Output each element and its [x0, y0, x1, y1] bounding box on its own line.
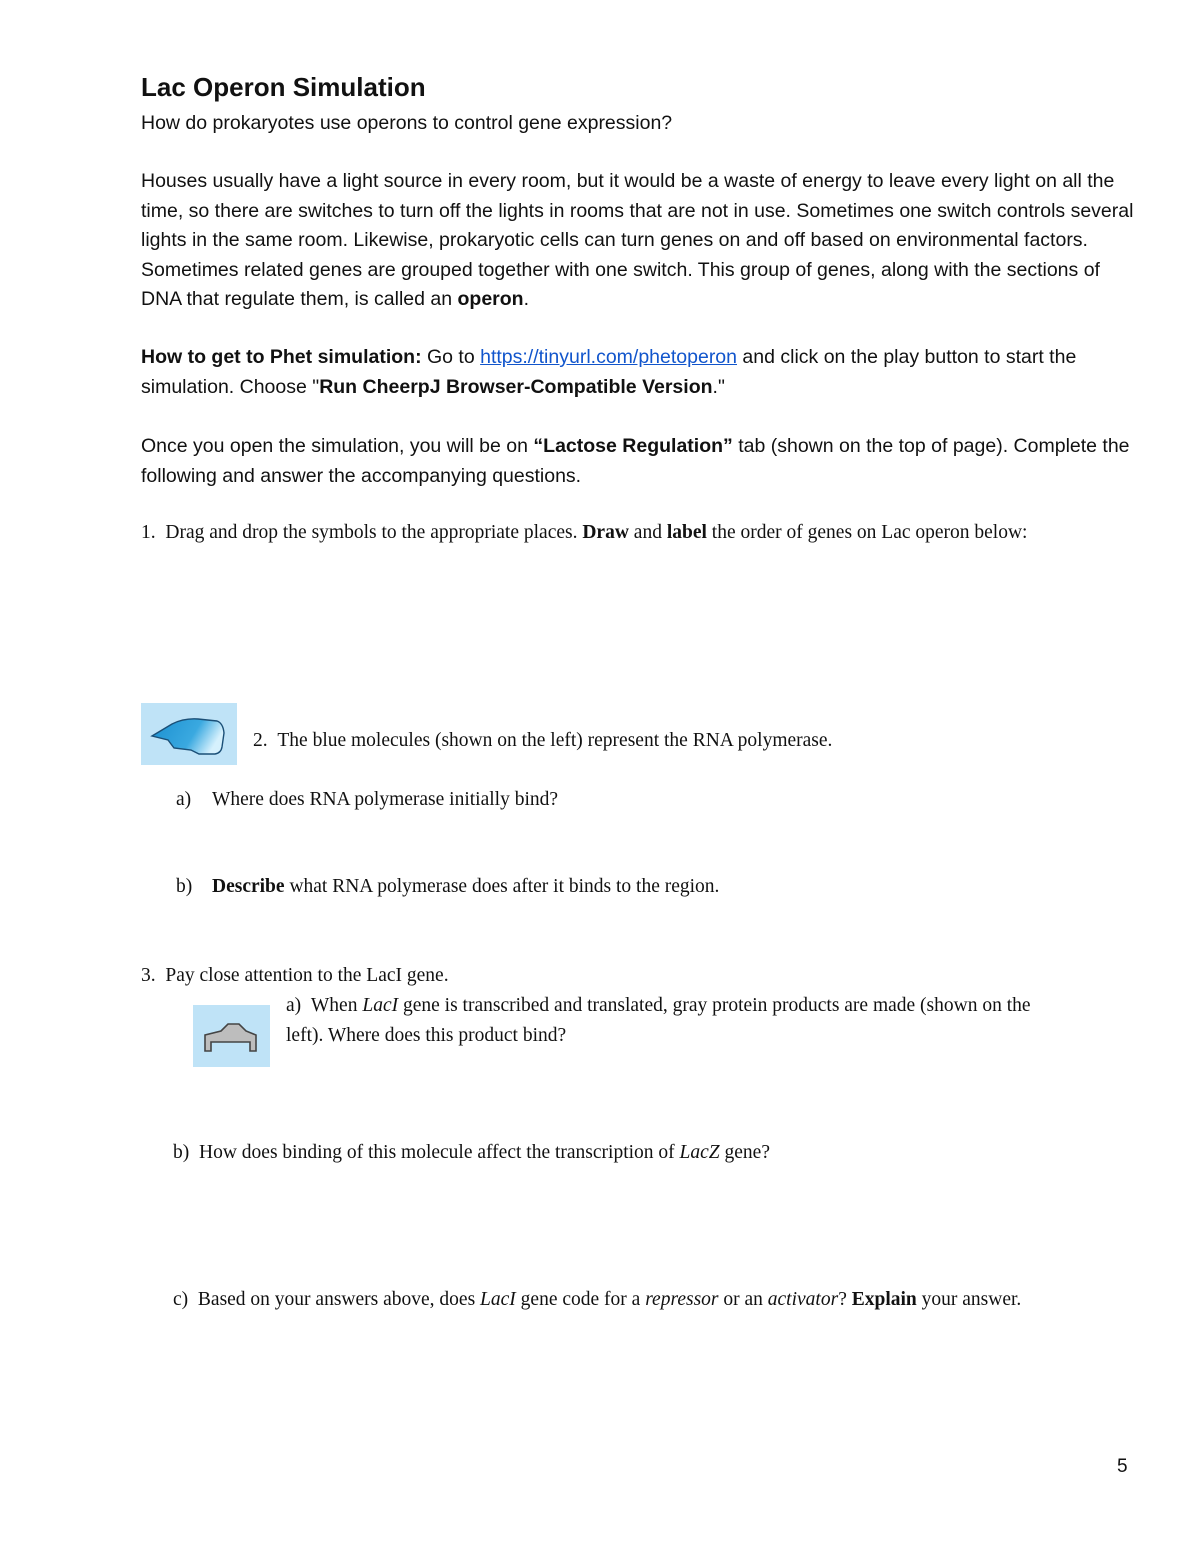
intro-paragraph — [141, 167, 1141, 315]
q3c — [173, 1289, 1021, 1311]
q3b — [173, 1142, 770, 1164]
q3a-line1 — [286, 995, 1031, 1017]
page-subtitle: How do prokaryotes use operons to control gene expression? — [141, 112, 673, 134]
howto-post-link: and click on the play button to start the simulation. Choose " — [141, 346, 1077, 398]
howto-label: How to get to Phet simulation: — [141, 346, 422, 368]
open-sim-paragraph — [141, 432, 1141, 491]
intro-end: . — [523, 288, 530, 311]
phet-link[interactable]: https://tinyurl.com/phetoperon — [480, 346, 737, 368]
q3a-pre: When — [310, 995, 363, 1016]
q3a-label: a) — [286, 995, 302, 1016]
question-2 — [253, 730, 832, 752]
question-1 — [141, 522, 1151, 544]
q3a-line2: left). Where does this product bind? — [286, 1025, 567, 1046]
open-sim-post: tab (shown on the top of page). Complete the following and answer the accompanying questions. — [141, 435, 1130, 487]
q3b-lacz: LacZ — [679, 1142, 720, 1163]
q3-text: Pay close attention to the LacI gene. — [165, 965, 449, 986]
q2b-label: b) — [176, 876, 193, 897]
q3c-label: c) — [173, 1289, 189, 1310]
q3c-laci: LacI — [480, 1289, 516, 1310]
q1-mid: and — [628, 522, 667, 543]
q3-number: 3. — [141, 965, 156, 986]
q2a-text: Where does RNA polymerase initially bind? — [212, 789, 559, 810]
q3b-label: b) — [173, 1142, 190, 1163]
q2-text: The blue molecules (shown on the left) represent the RNA polymerase. — [277, 730, 833, 751]
q2b — [176, 876, 720, 898]
q3c-repressor: repressor — [645, 1289, 719, 1310]
q3c-explain: Explain — [851, 1289, 917, 1310]
q3c-mid2: or an — [718, 1289, 768, 1310]
q1-label: label — [666, 522, 707, 543]
q3a-line1-post: gene is transcribed and translated, gray protein products are made (shown on the — [398, 995, 1031, 1016]
q3c-mid1: gene code for a — [515, 1289, 646, 1310]
q2a — [176, 789, 559, 811]
q3c-activator: activator — [767, 1289, 839, 1310]
q1-pre: Drag and drop the symbols to the appropriate places. — [165, 522, 583, 543]
q1-draw: Draw — [582, 522, 629, 543]
lactose-regulation-tab-name: “Lactose Regulation” — [533, 435, 733, 457]
q1-number: 1. — [141, 522, 156, 543]
q2b-describe: Describe — [212, 876, 285, 897]
q2b-line — [212, 876, 719, 898]
rna-polymerase-icon — [141, 703, 237, 765]
operon-term: operon — [457, 288, 524, 311]
laci-repressor-icon — [193, 1005, 270, 1067]
q3b-post: gene? — [719, 1142, 770, 1163]
q3c-post: your answer. — [916, 1289, 1022, 1310]
q1-post: the order of genes on Lac operon below: — [706, 522, 1028, 543]
q3a-laci: LacI — [362, 995, 399, 1016]
howto-end: ." — [712, 375, 725, 398]
q2-number: 2. — [253, 730, 268, 751]
q3c-mid3: ? — [838, 1289, 852, 1310]
intro-text: Houses usually have a light source in every room, but it would be a waste of energy to leave every light on all the time, so there are switches to turn off the lights in rooms that are not in use. Sometimes one switch controls several lights in the same room. Likewise, prokaryotic cells can turn genes on and off based on environmental factors. Sometimes related genes are grouped together with one switch. This group of genes, along with the sections of DNA that regulate them, is called an — [141, 170, 1134, 311]
page-title: Lac Operon Simulation — [141, 72, 426, 102]
open-sim-pre: Once you open the simulation, you will be on — [141, 435, 534, 457]
question-3 — [141, 965, 449, 987]
q3c-pre: Based on your answers above, does — [197, 1289, 481, 1310]
q3b-pre: How does binding of this molecule affect the transcription of — [199, 1142, 680, 1163]
cheerpj-choice: Run CheerpJ Browser-Compatible Version — [319, 375, 713, 398]
howto-paragraph — [141, 343, 1141, 402]
q2a-label: a) — [176, 789, 192, 810]
q2b-text: what RNA polymerase does after it binds to the region. — [284, 876, 720, 897]
howto-pre-link: Go to — [421, 346, 481, 368]
page-number: 5 — [1117, 1456, 1128, 1477]
